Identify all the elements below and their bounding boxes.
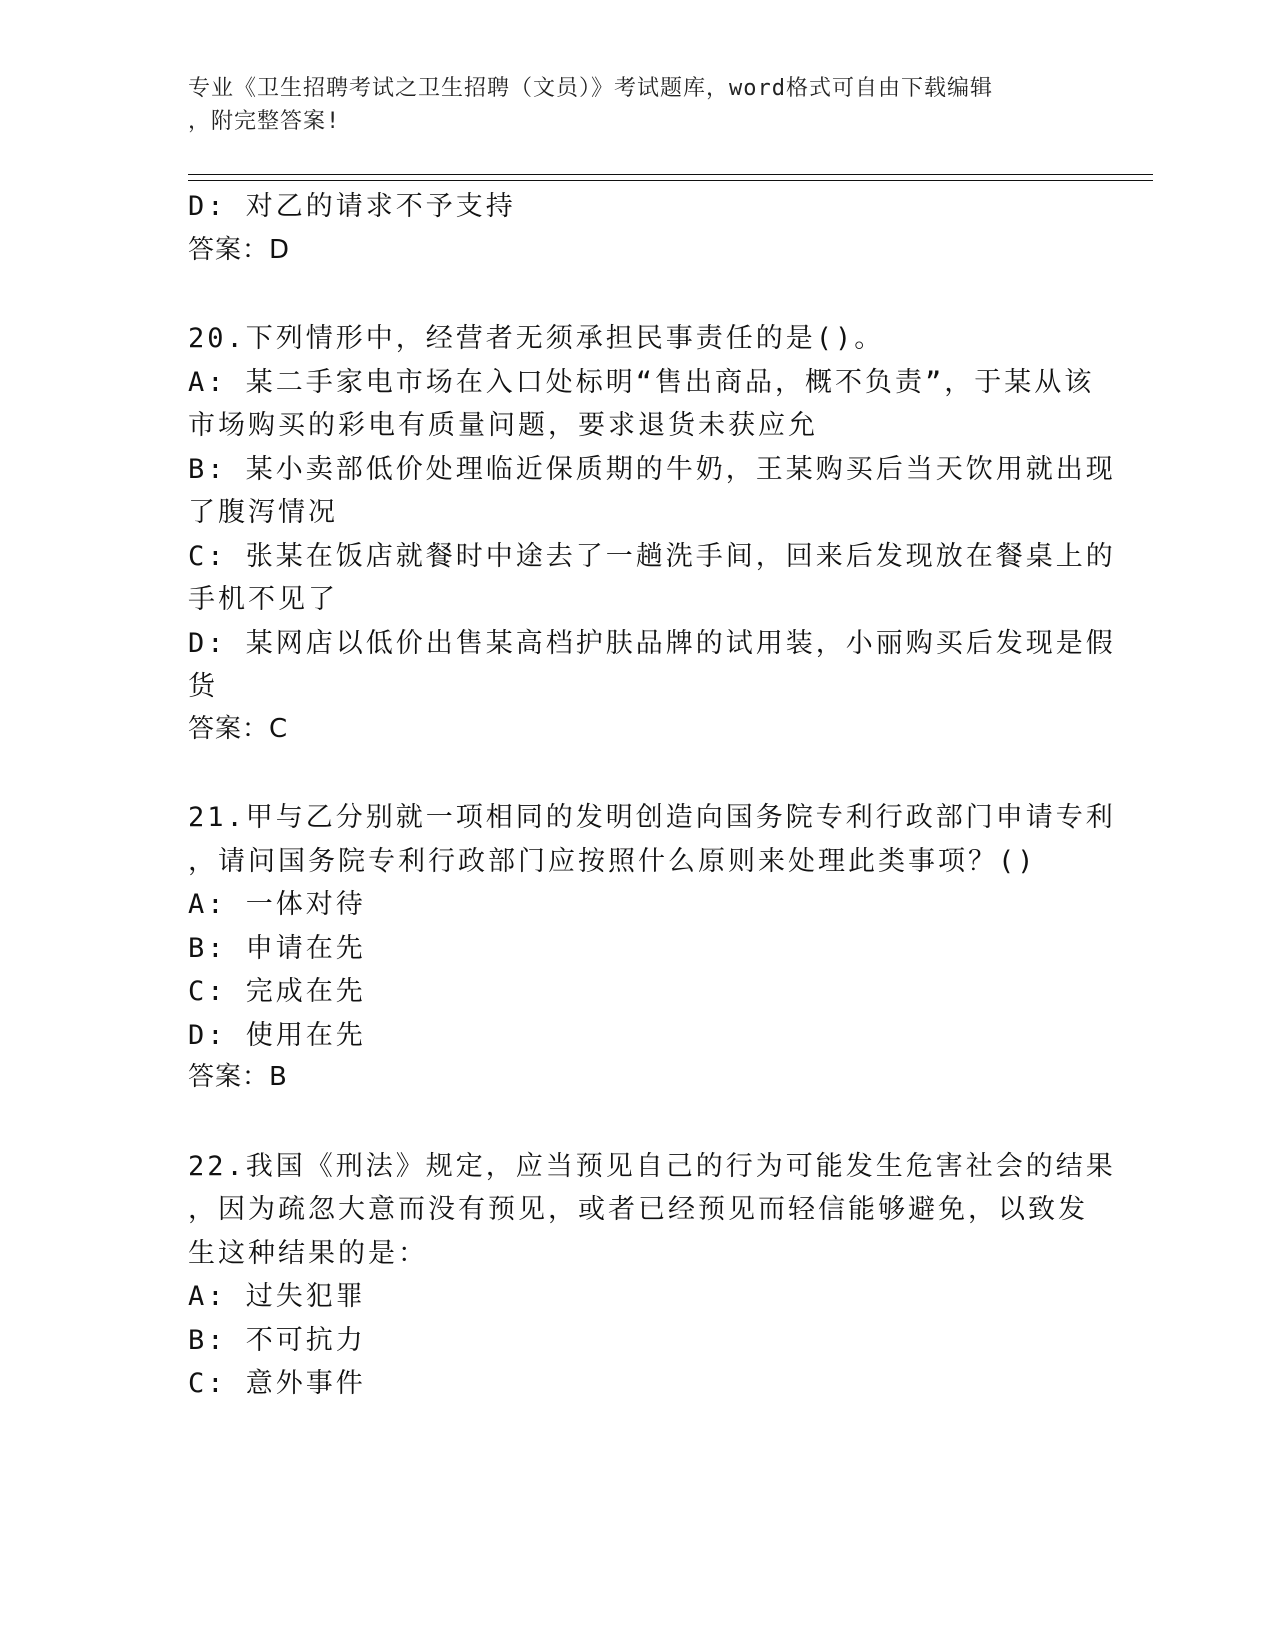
option-b: B: 申请在先 (188, 933, 366, 964)
question-stem-continued: 生这种结果的是： (188, 1238, 428, 1269)
option-a: A: 某二手家电市场在入口处标明“售出商品，概不负责”，于某从该 (188, 367, 1095, 398)
question-stem: 20.下列情形中，经营者无须承担民事责任的是()。 (188, 323, 885, 354)
option-c: C: 张某在饭店就餐时中途去了一趟洗手间，回来后发现放在餐桌上的 (188, 541, 1116, 572)
option-a-continued: 市场购买的彩电有质量问题，要求退货未获应允 (188, 410, 818, 441)
option-b: B: 某小卖部低价处理临近保质期的牛奶，王某购买后当天饮用就出现 (188, 454, 1116, 485)
header-line-1: 专业《卫生招聘考试之卫生招聘（文员）》考试题库，word格式可自由下载编辑 (188, 76, 993, 101)
option-d: D: 某网店以低价出售某高档护肤品牌的试用装，小丽购买后发现是假 (188, 628, 1116, 659)
option-c-continued: 手机不见了 (188, 584, 338, 615)
option-d: D: 使用在先 (188, 1020, 366, 1051)
answer-line: 答案：D (188, 235, 291, 265)
header-divider-bottom (188, 180, 1153, 181)
header-line-2: ，附完整答案! (188, 109, 341, 134)
option-a: A: 过失犯罪 (188, 1281, 366, 1312)
question-stem-continued: ，请问国务院专利行政部门应按照什么原则来处理此类事项？() (188, 846, 1037, 877)
option-c: C: 意外事件 (188, 1368, 366, 1399)
question-stem: 21.甲与乙分别就一项相同的发明创造向国务院专利行政部门申请专利 (188, 802, 1116, 833)
answer-line: 答案：C (188, 714, 289, 744)
header-divider-top (188, 174, 1153, 175)
option-b: B: 不可抗力 (188, 1325, 366, 1356)
option-d-continued: 货 (188, 671, 218, 702)
answer-line: 答案：B (188, 1062, 288, 1092)
option-d: D: 对乙的请求不予支持 (188, 191, 516, 222)
page-header (188, 72, 1068, 138)
option-b-continued: 了腹泻情况 (188, 497, 338, 528)
question-stem-continued: ，因为疏忽大意而没有预见，或者已经预见而轻信能够避免，以致发 (188, 1194, 1088, 1225)
option-c: C: 完成在先 (188, 976, 366, 1007)
question-stem: 22.我国《刑法》规定，应当预见自己的行为可能发生危害社会的结果 (188, 1151, 1116, 1182)
option-a: A: 一体对待 (188, 889, 366, 920)
